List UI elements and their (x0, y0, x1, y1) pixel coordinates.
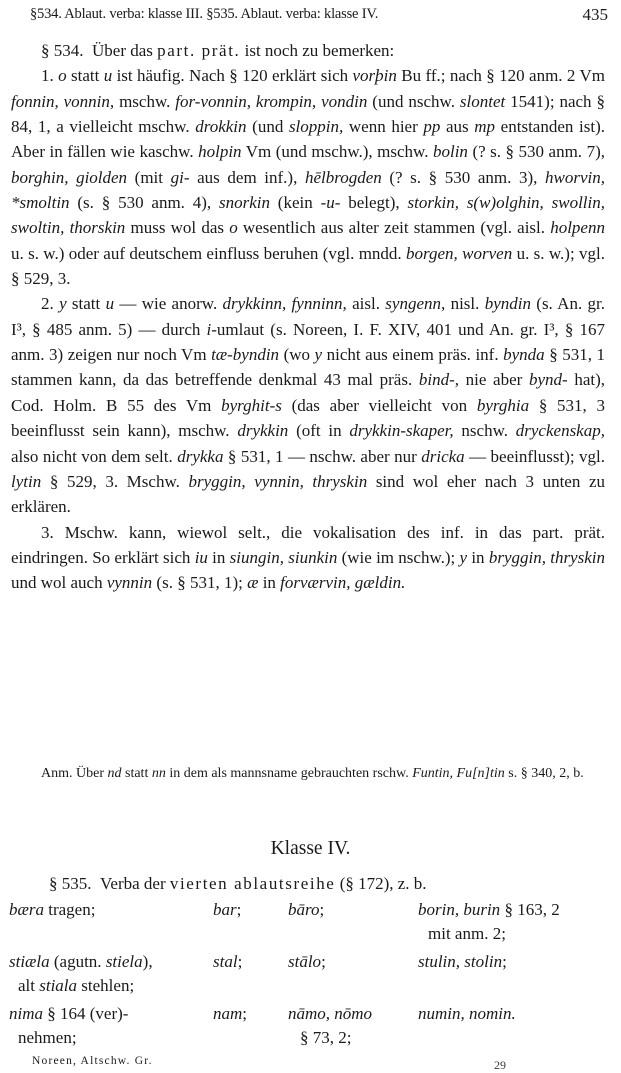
row-1-participle: borin, burin § 163, 2 (418, 900, 560, 919)
paragraph-2: 2. y statt u — wie anorw. drykkinn, fynninn, aisl. syngenn, nisl. byndin (s. An. gr. I³, § 485 anm. 5) — durch i-umlaut (s. Noreen, I. F. XIV, 401 und An. gr. I³, § 167 anm. 3) zeigen nur noch Vm tæ-byndin (wo y nicht aus einem präs. inf. bynda § 531, 1 stammen kann, da das betreffende denkmal 43 mal präs. bind-, nie aber bynd- hat), Cod. Holm. B 55 des Vm byrghit-s (das aber vielleicht von byrghia § 531, 3 beeinflusst sein kann), mschw. drykkin (oft in drykkin-skaper, nschw. dryckenskap, also nicht von dem selt. drykka § 531, 1 — nschw. aber nur dricka — beeinflusst); vgl. lytin § 529, 3. Mschw. bryggin, vynnin, thryskin sind wol eher nach 3 unten zu erklären. (11, 294, 606, 517)
row-3-infinitive-cont: nehmen; (18, 1028, 77, 1047)
section-534-intro-post: ist noch zu bemerken: (240, 41, 395, 60)
row-3-preterite-pl-cont: § 73, 2; (300, 1028, 352, 1047)
section-535-post: (§ 172), z. b. (335, 874, 427, 893)
paragraph-1: 1. o statt u ist häufig. Nach § 120 erklärt sich vorþin Bu ff.; nach § 120 anm. 2 Vm fonnin, vonnin, mschw. for-vonnin, krompin, vondin (und nschw. slontet 1541); nach § 84, 1, a vielleicht mschw. drokkin (und sloppin, wenn hier pp aus mp entstanden ist). Aber in fällen wie kaschw. holpin Vm (und mschw.), mschw. bolin (? s. § 530 anm. 7), borghin, giolden (mit gi- aus dem inf.), hēlbrogden (? s. § 530 anm. 3), hworvin, *smoltin (s. § 530 anm. 4), snorkin (kein -u- belegt), storkin, s(w)olghin, swollin, swoltin, thorskin muss wol das o wesentlich aus alter zeit stammen (vgl. aisl. holpenn u. s. w.) oder auf deutschem einfluss beruhen (vgl. mndd. borgen, worven u. s. w.); vgl. § 529, 3. (11, 66, 606, 289)
section-534-intro (11, 38, 605, 63)
row-2-participle: stulin, stolin; (418, 952, 507, 971)
row-1-infinitive: bæra tragen; (9, 900, 96, 919)
page-number: 435 (582, 5, 608, 24)
row-3-preterite-sg: nam; (213, 1004, 248, 1023)
annotation-text: Anm. Über nd statt nn in dem als mannsname gebrauchten rschw. Funtin, Fu[n]tin s. § 340, 2, b. (41, 766, 584, 781)
section-535-intro (11, 871, 605, 896)
row-1-preterite-sg: bar; (213, 900, 242, 919)
row-2-infinitive: stiæla (agutn. stiela), (9, 952, 153, 971)
running-head-title: §534. Ablaut. verba: klasse III. §535. Ablaut. verba: klasse IV. (30, 6, 379, 22)
row-2-infinitive-cont: alt stiala stehlen; (18, 976, 135, 995)
row-1-participle-cont: mit anm. 2; (428, 924, 506, 943)
section-534 (11, 38, 605, 596)
klasse-heading: Klasse IV. (270, 838, 351, 859)
paragraph-3: 3. Mschw. kann, wiewol selt., die vokalisation des inf. in das part. prät. eindringen. So erklärt sich iu in siungin, siunkin (wie im nschw.); y in bryggin, thryskin und wol auch vynnin (s. § 531, 1); æ in forværvin, gældin. (11, 522, 605, 593)
row-3-participle: numin, nomin. (418, 1004, 516, 1023)
section-535-number: § 535. (49, 874, 92, 893)
annotation-note (11, 763, 605, 785)
row-2-preterite-pl: stālo; (288, 952, 326, 971)
row-2-preterite-sg: stal; (213, 952, 243, 971)
section-535-spaced: vierten ablautsreihe (169, 874, 336, 893)
row-1-preterite-pl: bāro; (288, 900, 325, 919)
section-534-intro-spaced: part. prät. (157, 41, 241, 60)
section-534-number: § 534. (41, 41, 84, 60)
footer-signature-line: Noreen, Altschw. Gr. (32, 1055, 153, 1067)
footer-sheet-signature: 29 (494, 1058, 506, 1072)
row-3-preterite-pl: nāmo, nōmo (288, 1004, 373, 1023)
section-534-intro-pre: Über das (92, 41, 158, 60)
row-3-infinitive: nima § 164 (ver)- (9, 1004, 129, 1023)
section-535-pre: Verba der (100, 874, 170, 893)
